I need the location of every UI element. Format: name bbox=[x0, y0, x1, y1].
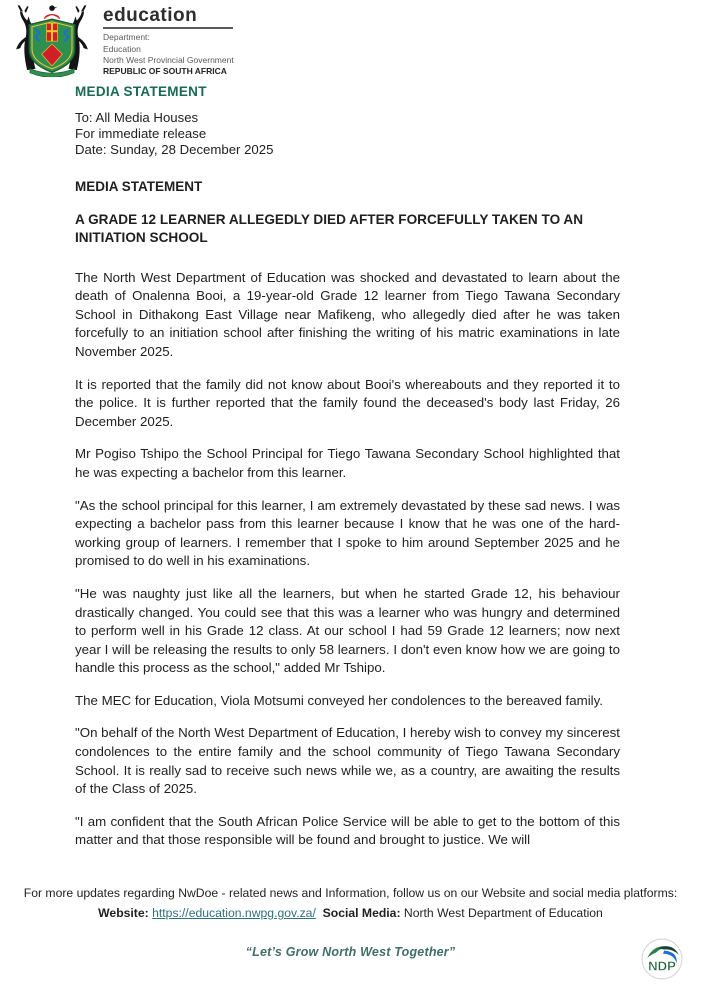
paragraph: "He was naughty just like all the learners, but when he started Grade 12, his behaviour drastically changed. You could see that this was a learner who was hungry and determined to perform well in his Grade 12 class. At our school I had 59 Grade 12 learners; now next year I will be releasing the results to only 58 learners. I don't even know how we are going to handle this process as the school," added Mr Tshipo. bbox=[75, 585, 620, 676]
social-media-value: North West Department of Education bbox=[403, 906, 603, 920]
paragraph: Mr Pogiso Tshipo the School Principal for Tiego Tawana Secondary School highlighted that he was expecting a bachelor from this learner. bbox=[75, 446, 620, 480]
country-line: REPUBLIC OF SOUTH AFRICA bbox=[103, 65, 227, 76]
date-line: Date: Sunday, 28 December 2025 bbox=[75, 142, 274, 158]
section-heading: MEDIA STATEMENT bbox=[75, 178, 203, 194]
social-media-label: Social Media: bbox=[322, 906, 401, 920]
letterhead bbox=[0, 0, 701, 77]
province-tagline: “Let’s Grow North West Together” bbox=[245, 945, 456, 959]
department-block bbox=[103, 4, 234, 77]
headline: A GRADE 12 LEARNER ALLEGEDLY DIED AFTER FORCEFULLY TAKEN TO AN INITIATION SCHOOL bbox=[75, 211, 584, 246]
footer-contact-line bbox=[0, 906, 701, 920]
to-line: To: All Media Houses bbox=[75, 110, 199, 125]
paragraph: "As the school principal for this learner, I am extremely devastated by these sad news. I was expecting a bachelor pass from this learner because I know that he was one of the hard-working group of learners. I remember that I spoke to him around September 2025 and he promised to do well in his examinations. bbox=[75, 497, 620, 569]
department-line: Education bbox=[103, 43, 141, 54]
ndp-logo-icon bbox=[641, 938, 683, 980]
coat-of-arms-icon bbox=[10, 4, 94, 77]
website-link[interactable]: https://education.nwpg.gov.za/ bbox=[152, 906, 316, 920]
ndp-logo-text: NDP bbox=[648, 958, 676, 974]
paragraph: It is reported that the family did not know about Booi's whereabouts and they reported it to the police. It is further reported that the family found the deceased's body last Friday, 26 December 2025. bbox=[75, 376, 620, 429]
paragraph: "On behalf of the North West Department of Education, I hereby wish to convey my sincerest condolences to the entire family and the school community of Tiego Tawana Secondary School. It is really sad to receive such news while we, as a country, are awaiting the results of the Class of 2025. bbox=[75, 725, 620, 797]
footer-updates-line: For more updates regarding NwDoe - related news and Information, follow us on our Website and social media platforms: bbox=[23, 886, 678, 900]
department-wordmark: education bbox=[103, 6, 233, 29]
page-footer bbox=[0, 886, 701, 974]
media-statement-label: MEDIA STATEMENT bbox=[75, 84, 207, 99]
department-line: North West Provincial Government bbox=[103, 55, 234, 65]
statement-body bbox=[75, 110, 620, 850]
release-line: For immediate release bbox=[75, 126, 207, 142]
paragraph: The MEC for Education, Viola Motsumi conveyed her condolences to the bereaved family. bbox=[75, 692, 603, 708]
meta-block bbox=[75, 110, 620, 159]
department-line: Department: bbox=[103, 32, 150, 42]
website-label: Website: bbox=[98, 906, 149, 920]
paragraph: The North West Department of Education was shocked and devastated to learn about the death of Onalenna Booi, a 19-year-old Grade 12 learner from Tiego Tawana Secondary School in Dithakong East Village near Mafikeng, who allegedly died after he was taken forcefully to an initiation school after finishing the writing of his matric examinations in late November 2025. bbox=[75, 269, 620, 359]
paragraph: "I am confident that the South African Police Service will be able to get to the bottom of this matter and that those responsible will be found and brought to justice. We will bbox=[75, 813, 620, 848]
